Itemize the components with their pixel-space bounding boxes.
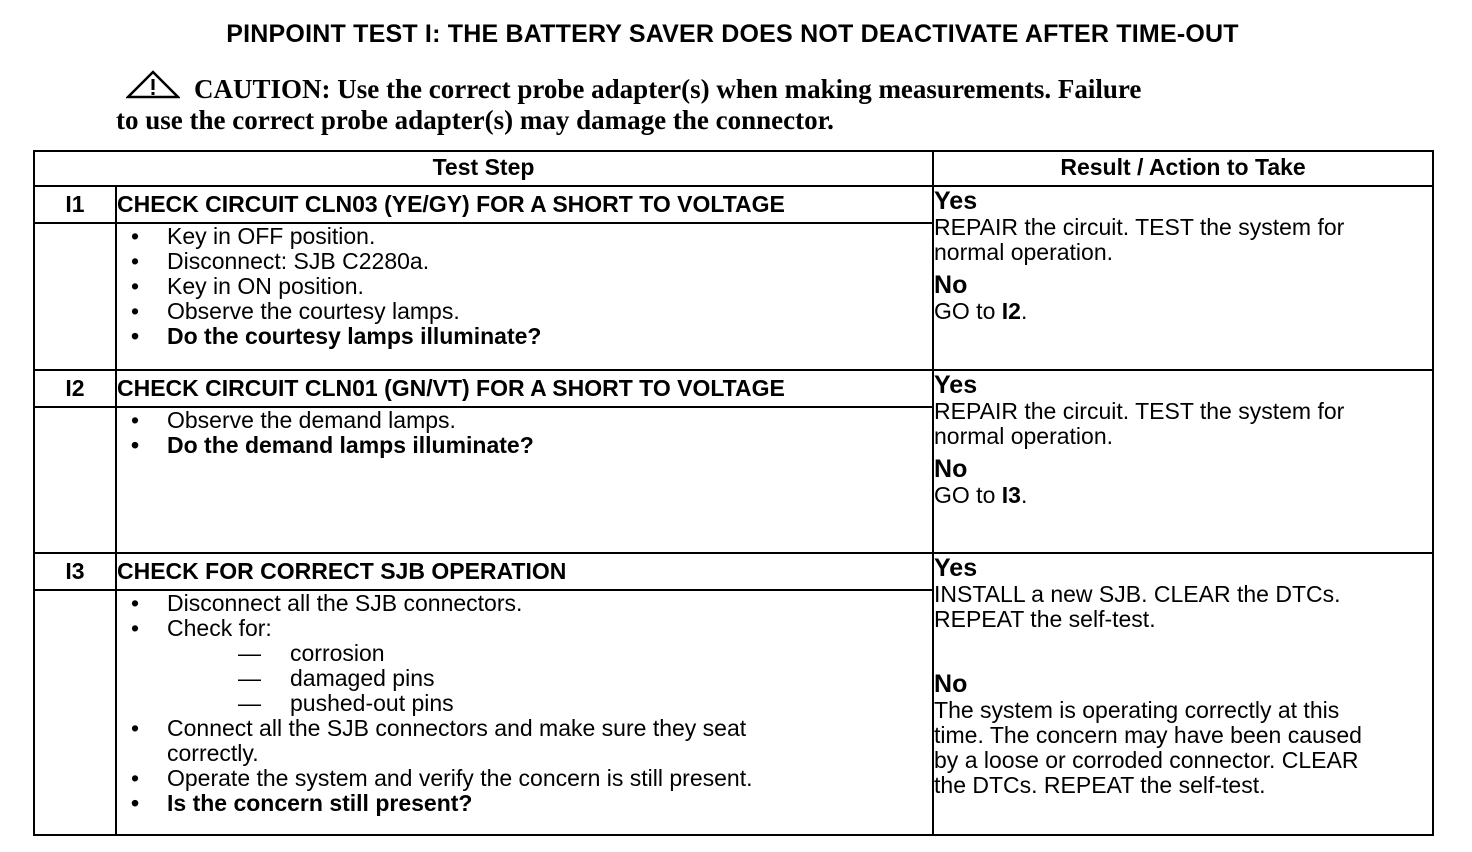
list-item: • Disconnect: SJB C2280a.: [131, 248, 430, 274]
step-link-i3[interactable]: I3: [1001, 482, 1021, 508]
no-action: [934, 299, 1432, 324]
step-row-i2-title: [34, 370, 1433, 407]
no-action-suffix: .: [1020, 482, 1028, 508]
sub-item: — corrosion: [238, 640, 385, 666]
caution-line-1: [116, 70, 1316, 105]
bullet-list: [117, 408, 932, 458]
step-id: I3: [34, 553, 116, 590]
no-label: No: [934, 670, 968, 698]
step-result: [933, 370, 1433, 553]
step-id-blank: [34, 590, 116, 835]
list-item-question: • Is the concern still present?: [131, 790, 473, 816]
sub-item-list: [117, 641, 932, 716]
list-item: • Disconnect all the SJB connectors.: [131, 590, 523, 616]
header-test-step: Test Step: [34, 151, 933, 186]
list-item: • Observe the courtesy lamps.: [131, 298, 460, 324]
no-action-line-3: by a loose or corroded connector. CLEAR: [934, 747, 1359, 773]
yes-action-line-2: normal operation.: [934, 239, 1114, 265]
list-item: • Key in OFF position.: [131, 223, 376, 249]
no-label: No: [934, 271, 968, 299]
sub-item: — damaged pins: [238, 665, 435, 691]
list-item: • Key in ON position.: [131, 273, 364, 299]
no-label: No: [934, 455, 968, 483]
yes-label: Yes: [934, 554, 978, 582]
caution-text-line-1: CAUTION: Use the correct probe adapter(s) when making measurements. Failure: [194, 74, 1142, 104]
page-title: PINPOINT TEST I: THE BATTERY SAVER DOES NOT DEACTIVATE AFTER TIME-OUT: [226, 20, 1239, 48]
step-id: I2: [34, 370, 116, 407]
yes-action-line-1: REPAIR the circuit. TEST the system for: [934, 214, 1345, 240]
caution-text-line-2: to use the correct probe adapter(s) may damage the connector.: [116, 105, 834, 135]
list-item: • Check for:: [131, 615, 272, 641]
step-procedure: [116, 223, 933, 370]
list-item: • Operate the system and verify the concern is still present.: [131, 765, 753, 791]
sub-item: — pushed-out pins: [238, 690, 454, 716]
no-action-line-4: the DTCs. REPEAT the self-test.: [934, 772, 1266, 798]
step-id: I1: [34, 186, 116, 223]
yes-action-line-1: INSTALL a new SJB. CLEAR the DTCs.: [934, 581, 1341, 607]
yes-label: Yes: [934, 371, 978, 399]
list-item: • Connect all the SJB connectors and make sure they seat: [131, 715, 747, 741]
step-procedure: [116, 590, 933, 835]
step-result: [933, 186, 1433, 370]
step-title: CHECK FOR CORRECT SJB OPERATION: [116, 553, 933, 590]
bullet-list: [117, 716, 932, 816]
step-result: [933, 553, 1433, 835]
pinpoint-test-table: [33, 150, 1434, 836]
step-id-blank: [34, 407, 116, 553]
no-action-suffix: .: [1020, 298, 1028, 324]
no-action-line-1: The system is operating correctly at this: [934, 697, 1340, 723]
yes-label: Yes: [934, 187, 978, 215]
list-item-question: • Do the demand lamps illuminate?: [131, 432, 534, 458]
step-link-i2[interactable]: I2: [1001, 298, 1021, 324]
step-title: CHECK CIRCUIT CLN03 (YE/GY) FOR A SHORT TO VOLTAGE: [116, 186, 933, 223]
bullet-list: [117, 224, 932, 349]
step-title: CHECK CIRCUIT CLN01 (GN/VT) FOR A SHORT TO VOLTAGE: [116, 370, 933, 407]
step-row-i1-title: [34, 186, 1433, 223]
no-action-line-2: time. The concern may have been caused: [934, 722, 1362, 748]
table-header-row: [34, 151, 1433, 186]
list-item-continued: correctly.: [167, 740, 259, 766]
no-action: [934, 483, 1432, 508]
step-id-blank: [34, 223, 116, 370]
list-item: • Observe the demand lamps.: [131, 407, 456, 433]
warning-triangle-icon: [126, 70, 180, 100]
no-action-text: GO to: [934, 298, 1002, 324]
header-result-action: Result / Action to Take: [933, 151, 1433, 186]
no-action-text: GO to: [934, 482, 1002, 508]
caution-notice: [116, 70, 1316, 136]
step-row-i3-title: [34, 553, 1433, 590]
bullet-list: [117, 591, 932, 641]
yes-action-line-1: REPAIR the circuit. TEST the system for: [934, 398, 1345, 424]
yes-action-line-2: REPEAT the self-test.: [934, 606, 1156, 632]
list-item-question: • Do the courtesy lamps illuminate?: [131, 323, 542, 349]
yes-action-line-2: normal operation.: [934, 423, 1114, 449]
step-procedure: [116, 407, 933, 553]
